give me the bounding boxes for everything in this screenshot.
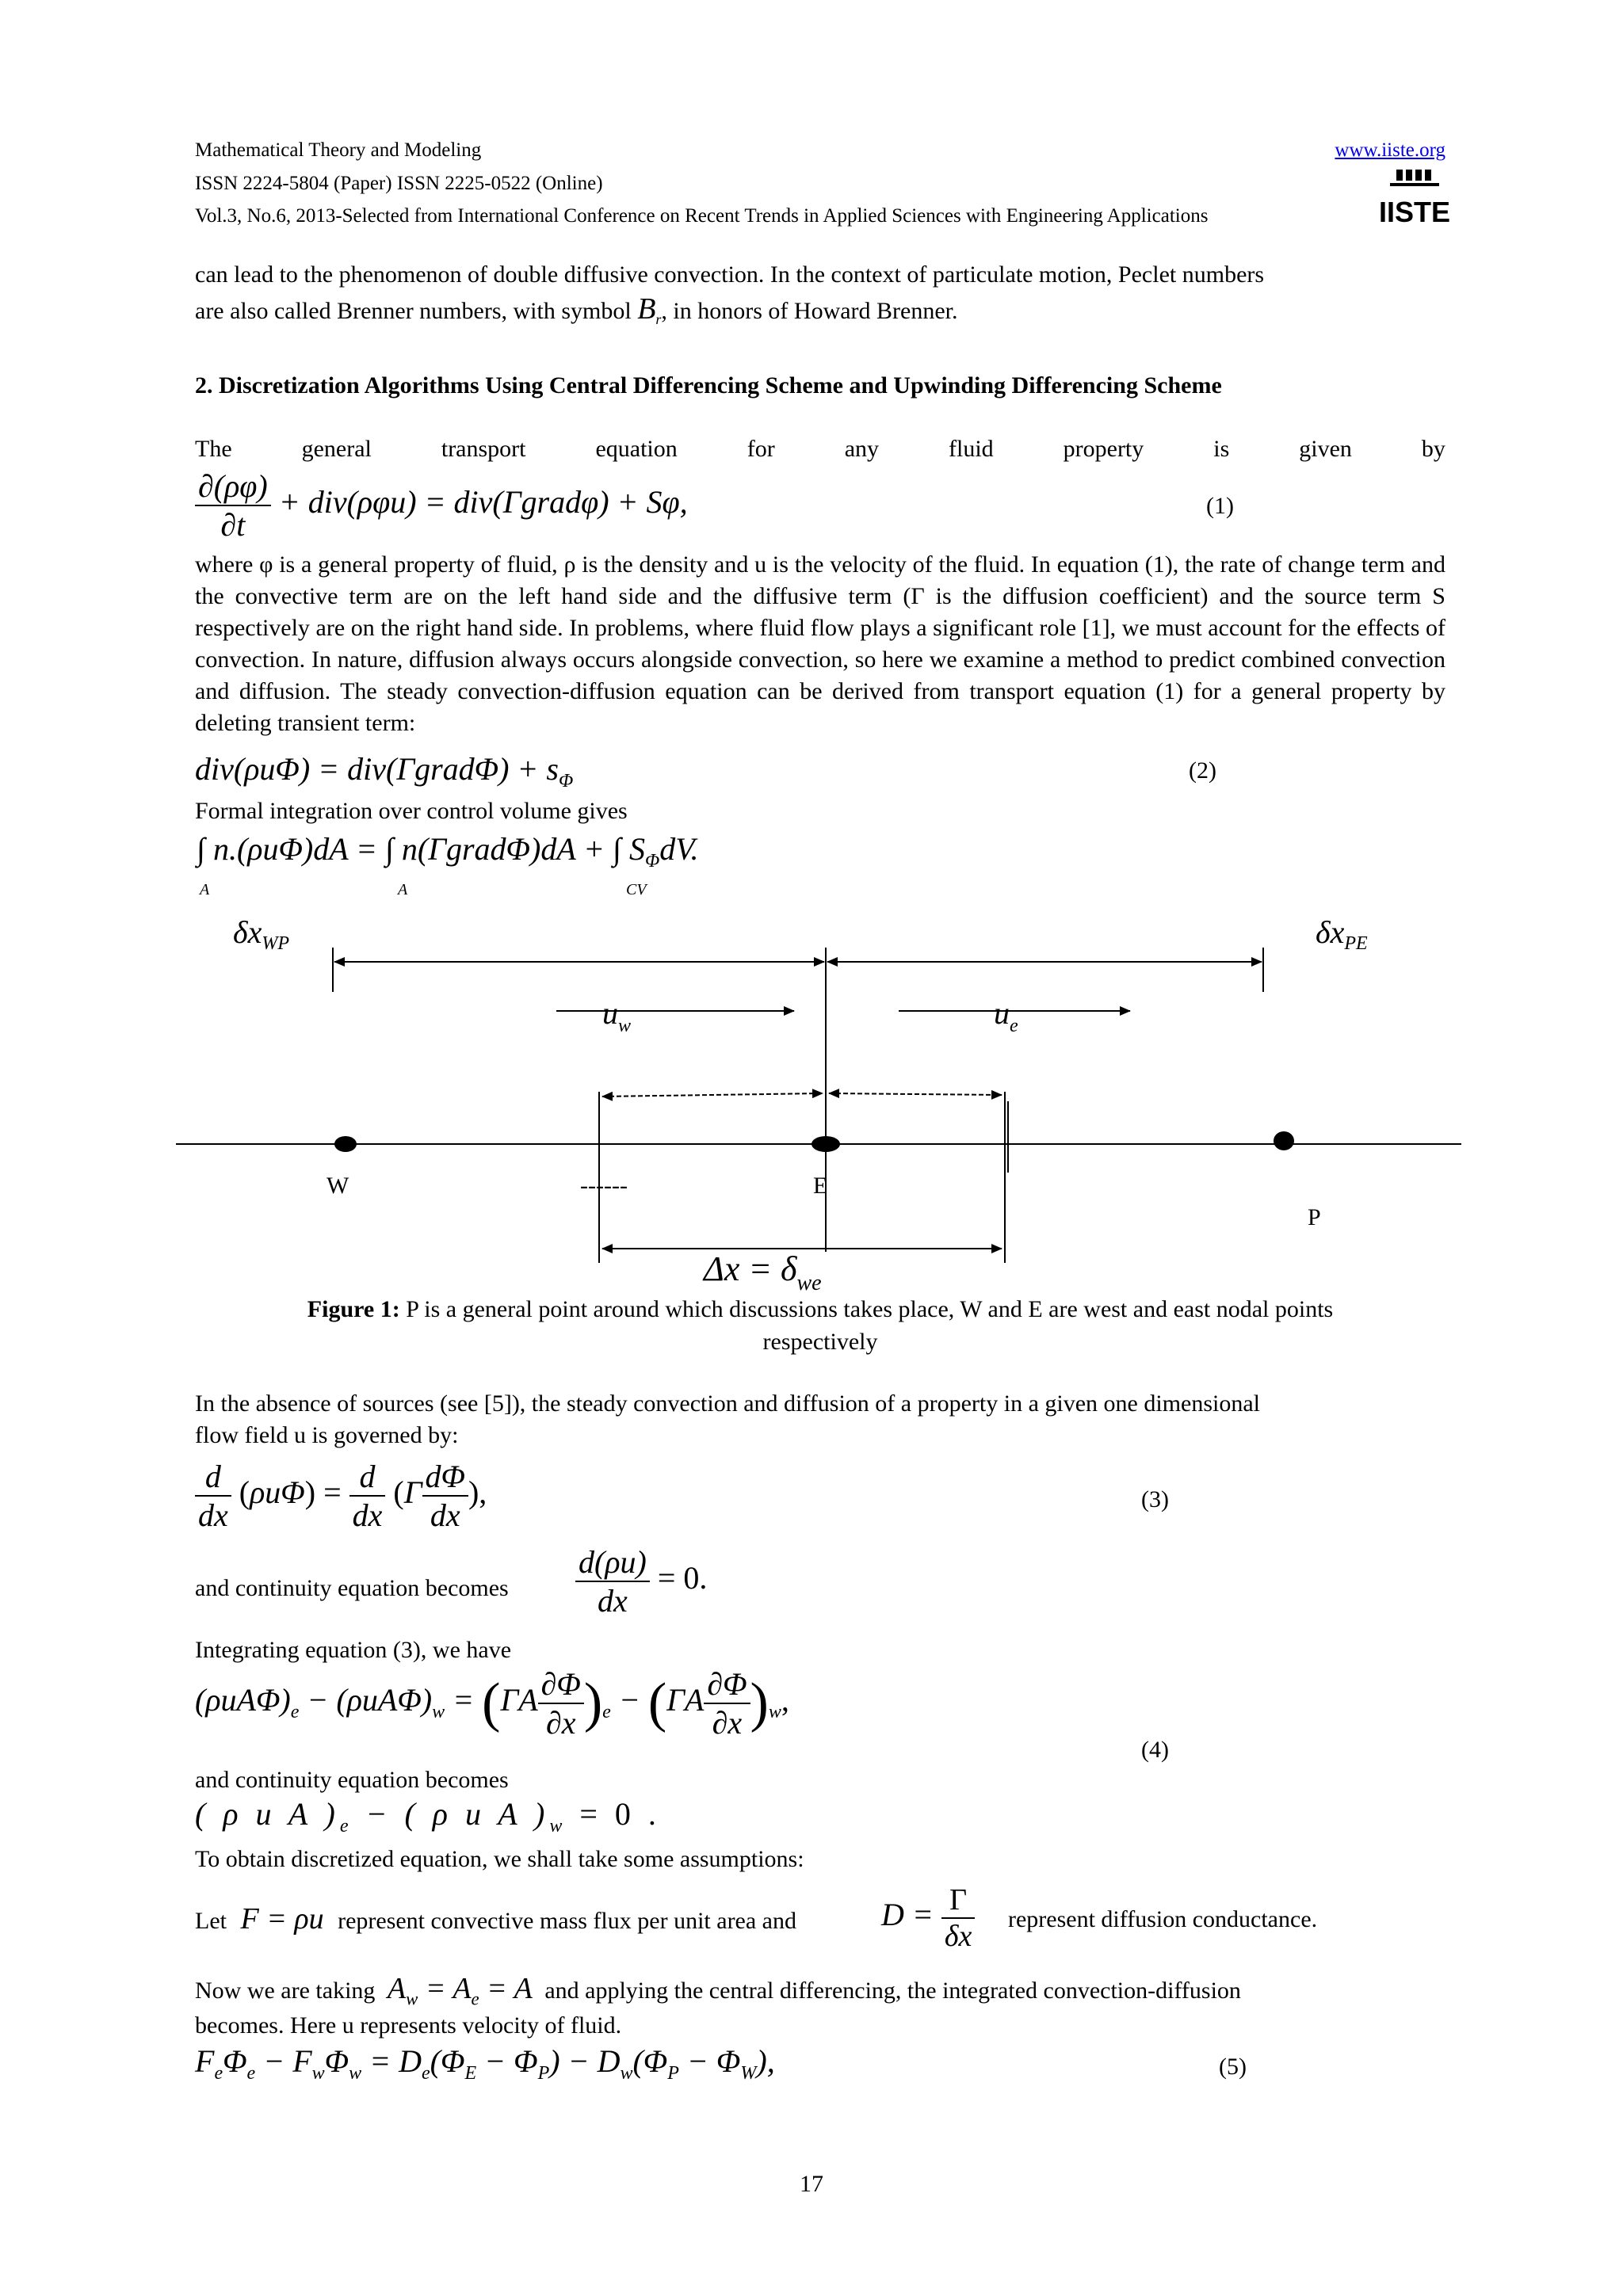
eq5-label: (5) bbox=[1219, 2054, 1247, 2080]
integrating-text: Integrating equation (3), we have bbox=[195, 1637, 512, 1663]
node-e-dot bbox=[812, 1136, 840, 1152]
assumptions-text: To obtain discretized equation, we shall take some assumptions: bbox=[195, 1846, 804, 1872]
diffusion-text: represent diffusion conductance. bbox=[1008, 1906, 1318, 1932]
iiste-logo bbox=[1378, 168, 1451, 228]
figure-1 bbox=[158, 911, 1490, 1299]
integral-equation: ∫ n.(ρuΦ)dA = ∫ n(ΓgradΦ)dA + ∫ $S_\Phi dV$. bbox=[197, 831, 699, 871]
eq2-label: (2) bbox=[1189, 757, 1216, 784]
eq1-label: (1) bbox=[1206, 493, 1234, 519]
figure-caption: Figure 1: P is a general point around which discussions takes place, W and E are west and east nodal points respectively bbox=[307, 1296, 1334, 1355]
equation-1: $\frac{\partial(\rho\varphi)}{\partial t}$ + div(ρφu) = div(Γgradφ) + Sφ, bbox=[195, 467, 688, 543]
int-limit-1: A bbox=[200, 881, 210, 898]
section-heading: 2. Discretization Algorithms Using Central Differencing Scheme and Upwinding Differencing Scheme bbox=[195, 372, 1222, 399]
node-w-label: W bbox=[327, 1173, 349, 1199]
integration-text: Formal integration over control volume gives bbox=[195, 798, 628, 824]
int-limit-2: A bbox=[398, 881, 408, 898]
equation-4: $(\rho uA\Phi)_e - (\rho uA\Phi)_w = (\Gamma A$ $\frac{\partial\Phi}{\partial x}$ )$_e - (\Gamma A$ $\frac{\partial\Phi}{\partial x}$ )$_w$, bbox=[195, 1666, 789, 1741]
node-w-dot bbox=[334, 1136, 357, 1152]
page-number: 17 bbox=[800, 2171, 823, 2197]
label-dx: $\Delta x = \delta_{we}$ bbox=[704, 1249, 822, 1295]
label-dxpe: $\delta x_{PE}$ bbox=[1316, 914, 1368, 954]
label-ue: $u_e$ bbox=[994, 995, 1018, 1036]
int-limit-3: CV bbox=[626, 881, 647, 898]
label-uw: $u_w$ bbox=[602, 995, 632, 1036]
node-p-dot bbox=[1274, 1131, 1294, 1150]
equation-2: div(ρuΦ) = div(ΓgradΦ) + $s_\Phi$ bbox=[195, 751, 574, 791]
let-line: Let F = ρu represent convective mass flux per unit area and bbox=[195, 1902, 796, 1936]
diffusion-conductance-eq: D = $\frac{\Gamma}{\delta x}$ bbox=[881, 1882, 975, 1954]
node-p-label: P bbox=[1308, 1204, 1321, 1230]
equation-3: $\frac{d}{dx}$ (ρuΦ) = $\frac{d}{dx}$ (Γ $\frac{d\Phi}{dx}$ ), bbox=[195, 1458, 487, 1534]
dashes: ------ bbox=[580, 1173, 628, 1199]
label-dxwp: $\delta x_{WP}$ bbox=[233, 914, 290, 954]
node-e-label: E bbox=[813, 1173, 828, 1199]
eq3-label: (3) bbox=[1141, 1486, 1169, 1512]
continuity-text-2: and continuity equation becomes bbox=[195, 1767, 509, 1793]
issn-line: ISSN 2224-5804 (Paper) ISSN 2225-0522 (Online) bbox=[195, 173, 603, 194]
becomes-text: becomes. Here u represents velocity of fluid. bbox=[195, 2012, 622, 2039]
paragraph-1: where φ is a general property of fluid, ρ is the density and u is the velocity of the fluid. In equation (1), the rate of change term and the convective term are on the left hand side and the diffusive term (Γ is the diffusion coefficient) and the source term S respectively are on the right hand side. In problems, where fluid flow plays a significant role [1], we must account for the effects of convection. In nature, diffusion always occurs alongside convection, so here we examine a method to predict combined convection and diffusion. The steady convection-diffusion equation can be derived from transport equation (1) for a general property by deleting transient term: bbox=[195, 551, 1445, 736]
equation-5: $F_e\Phi_e - F_w\Phi_w = D_e(\Phi_E - \Phi_P) - D_w(\Phi_P - \Phi_W)$, bbox=[195, 2043, 775, 2084]
continuity-equation-2: ( ρ u A )$_e$ − ( ρ u A )$_w = 0$ . bbox=[195, 1796, 661, 1836]
eq4-label: (4) bbox=[1141, 1737, 1169, 1763]
continuity-text-1: and continuity equation becomes bbox=[195, 1575, 509, 1601]
logo-text: IISTE bbox=[1378, 196, 1451, 228]
now-line: Now we are taking $A_w = A_e = A$ and applying the central differencing, the integrated convection-diffusion bbox=[195, 1972, 1241, 2009]
continuity-equation-1: $\frac{d(\rho u)}{dx}$ = 0. bbox=[575, 1543, 707, 1619]
volume-line: Vol.3, No.6, 2013-Selected from International Conference on Recent Trends in Applied Sciences with Engineering Applications bbox=[195, 205, 1209, 227]
paragraph-2: In the absence of sources (see [5]), the steady convection and diffusion of a property in a given one dimensional flow field u is governed by: bbox=[195, 1390, 1261, 1448]
intro-line-2: are also called Brenner numbers, with symbol $B_r$, in honors of Howard Brenner. bbox=[195, 292, 958, 327]
journal-title: Mathematical Theory and Modeling bbox=[195, 139, 482, 161]
intro-line-1: can lead to the phenomenon of double diffusive convection. In the context of particulate motion, Peclet numbers bbox=[195, 261, 1265, 288]
lead-line: The general transport equation for any fluid property is given by bbox=[195, 436, 1445, 462]
website-link[interactable]: www.iiste.org bbox=[1335, 139, 1445, 161]
